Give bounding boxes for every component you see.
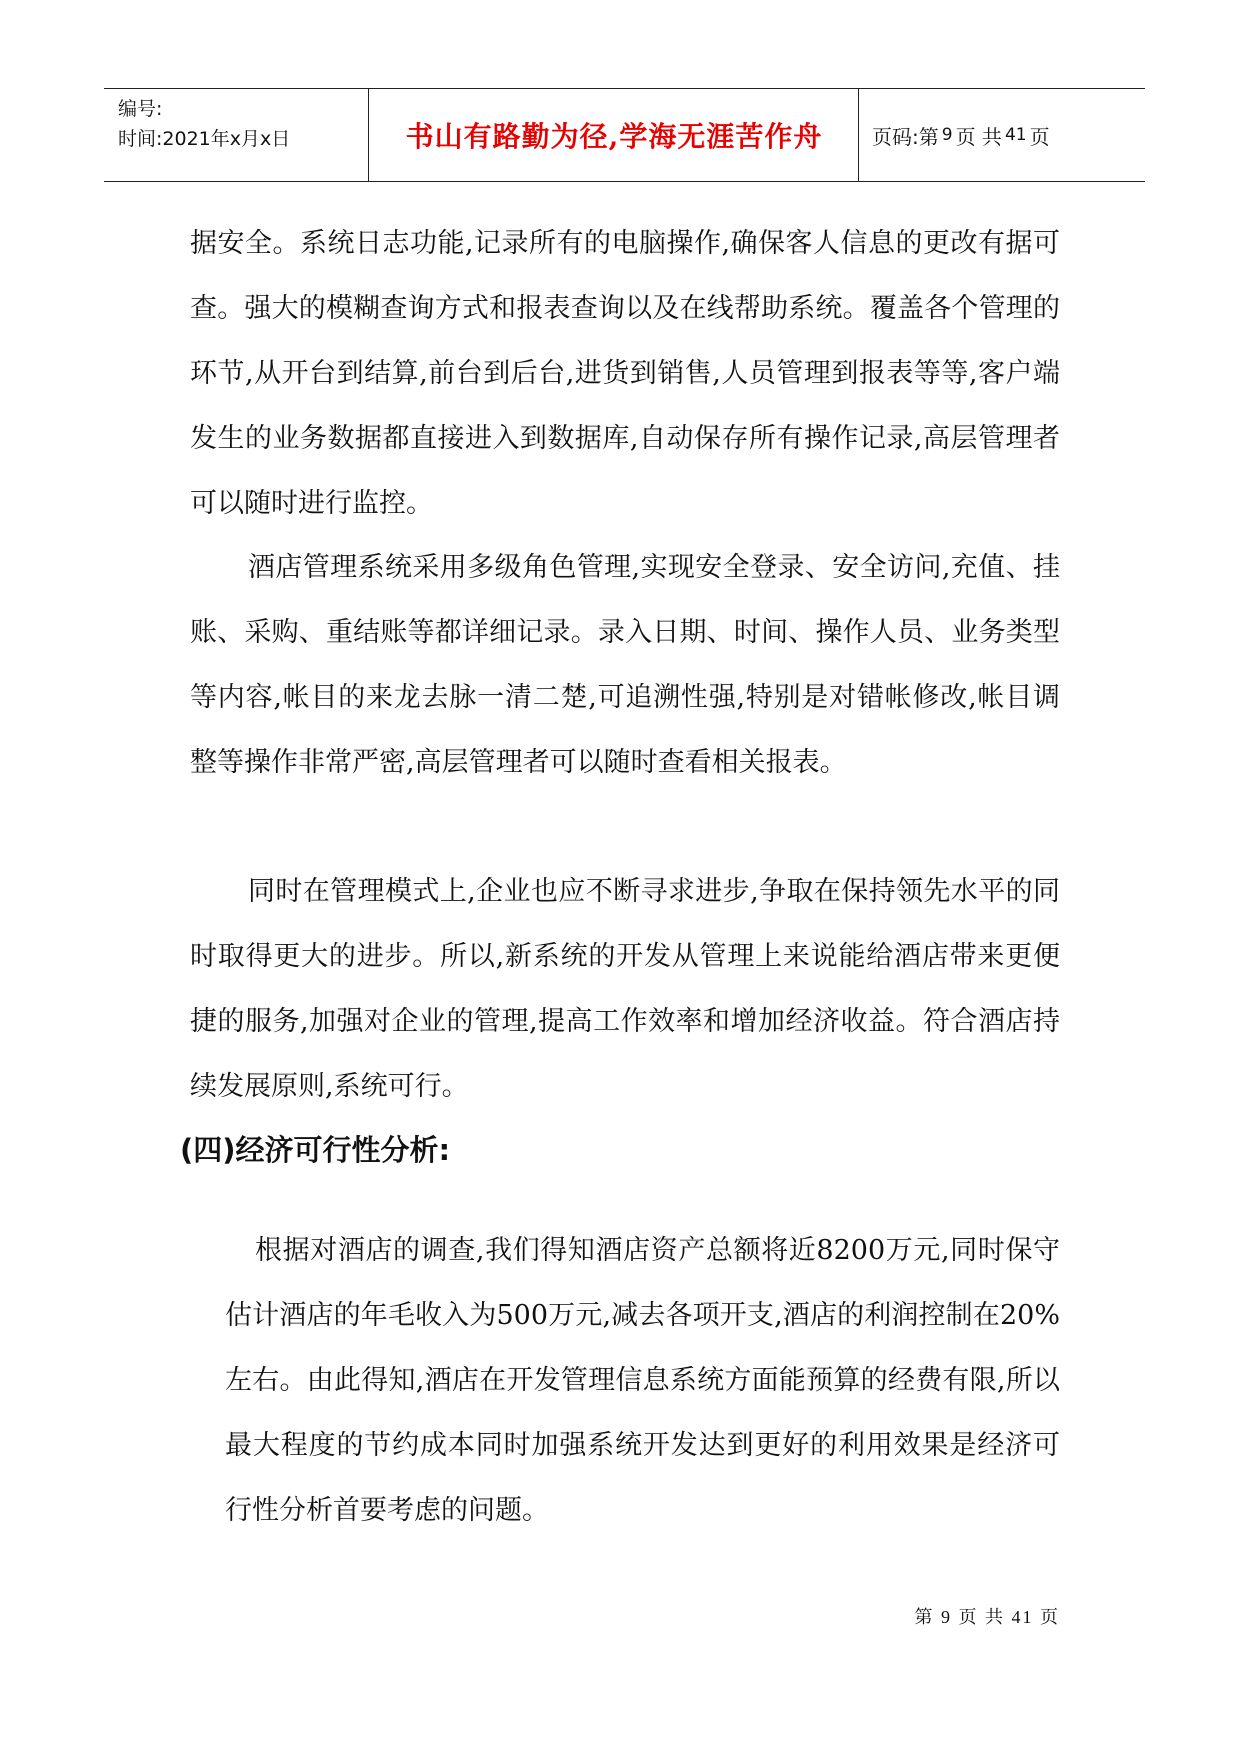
section-heading: (四)经济可行性分析: [180, 1133, 451, 1167]
body-paragraph-4: 根据对酒店的调查,我们得知酒店资产总额将近8200万元,同时保守估计酒店的年毛收入为500万元,减去各项开支,酒店的利润控制在20%左右。由此得知,酒店在开发管理信息系统方面能预算的经费有限,所以最大程度的节约成本同时加强系统开发达到更好的利用效果是经济可行性分析首要考虑的问题。 [225, 1235, 1060, 1526]
header-motto: 书山有路勤为径,学海无涯苦作舟 [405, 120, 823, 153]
header-divider-left [368, 88, 369, 182]
header-divider-right [858, 88, 859, 182]
page-mid: 页 共 [955, 124, 1002, 149]
page-current: 9 [941, 125, 953, 145]
page-prefix: 页码:第 [872, 124, 939, 149]
body-paragraph-3: 同时在管理模式上,企业也应不断寻求进步,争取在保持领先水平的同时取得更大的进步。所以,新系统的开发从管理上来说能给酒店带来更便捷的服务,加强对企业的管理,提高工作效率和增加经济收益。符合酒店持续发展原则,系统可行。 [190, 876, 1060, 1102]
page-suffix: 页 [1029, 124, 1050, 149]
time-label: 时间:2021年x月x日 [118, 128, 291, 150]
header-page-number [872, 88, 1142, 182]
page-header [104, 88, 1145, 182]
header-meta [118, 94, 366, 154]
serial-label: 编号: [118, 98, 163, 120]
body-paragraph-1: 据安全。系统日志功能,记录所有的电脑操作,确保客人信息的更改有据可查。强大的模糊查询方式和报表查询以及在线帮助系统。覆盖各个管理的环节,从开台到结算,前台到后台,进货到销售,人员管理到报表等等,客户端发生的业务数据都直接进入到数据库,自动保存所有操作记录,高层管理者可以随时进行监控。 [190, 228, 1060, 519]
page-total: 41 [1004, 125, 1027, 145]
body-paragraph-2: 酒店管理系统采用多级角色管理,实现安全登录、安全访问,充值、挂账、采购、重结账等都详细记录。录入日期、时间、操作人员、业务类型等内容,帐目的来龙去脉一清二楚,可追溯性强,特别是对错帐修改,帐目调整等操作非常严密,高层管理者可以随时查看相关报表。 [190, 552, 1060, 778]
page-footer: 第 9 页 共 41 页 [914, 1607, 1060, 1627]
